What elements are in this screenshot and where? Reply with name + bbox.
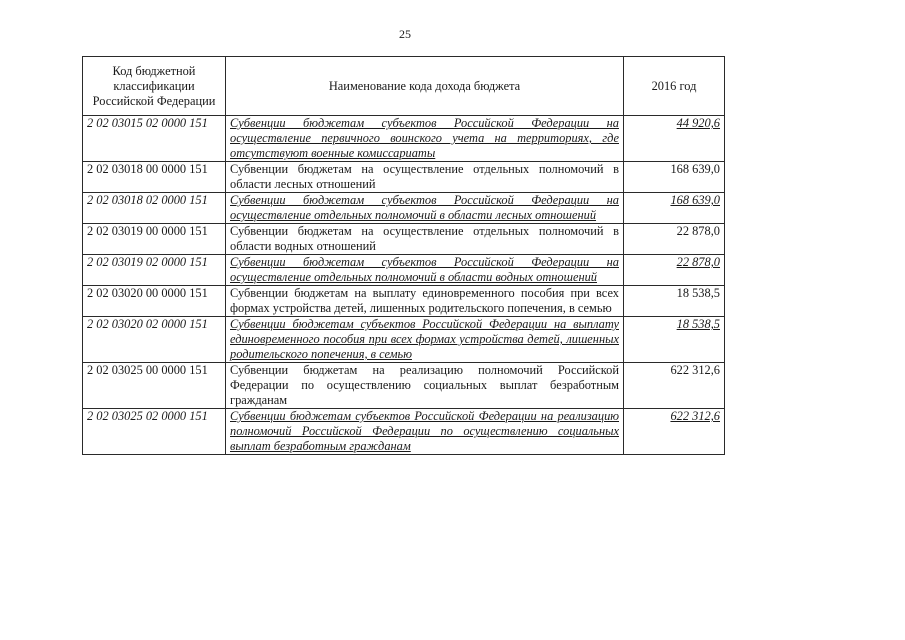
header-name: Наименование кода дохода бюджета	[226, 57, 624, 116]
row-code: 2 02 03019 00 0000 151	[83, 224, 226, 255]
budget-table	[82, 56, 725, 455]
table-row	[83, 317, 725, 363]
row-amount	[624, 409, 725, 455]
row-amount	[624, 193, 725, 224]
row-code: 2 02 03020 02 0000 151	[83, 317, 226, 363]
row-code: 2 02 03025 00 0000 151	[83, 363, 226, 409]
row-amount	[624, 255, 725, 286]
page-number: 25	[399, 27, 411, 41]
row-name	[226, 363, 624, 409]
row-amount	[624, 286, 725, 317]
row-name-text: Субвенции бюджетам субъектов Российской Федерации на осуществление отдельных полномочий в области водных отношений	[230, 255, 619, 284]
table-row	[83, 224, 725, 255]
table-row	[83, 116, 725, 162]
row-name-text: Субвенции бюджетам субъектов Российской Федерации на выплату единовременного пособия при всех формах устройства детей, лишенных родительского попечения, в семью	[230, 317, 619, 361]
row-amount	[624, 317, 725, 363]
row-name-text: Субвенции бюджетам на осуществление отдельных полномочий в области лесных отношений	[230, 162, 619, 191]
row-code: 2 02 03015 02 0000 151	[83, 116, 226, 162]
row-name	[226, 116, 624, 162]
row-code: 2 02 03020 00 0000 151	[83, 286, 226, 317]
row-name	[226, 193, 624, 224]
row-amount-text: 44 920,6	[676, 116, 720, 130]
table-row	[83, 286, 725, 317]
row-amount-text: 18 538,5	[676, 317, 720, 331]
row-name	[226, 255, 624, 286]
row-code: 2 02 03018 02 0000 151	[83, 193, 226, 224]
table-row	[83, 255, 725, 286]
row-code: 2 02 03025 02 0000 151	[83, 409, 226, 455]
row-amount	[624, 224, 725, 255]
row-name-text: Субвенции бюджетам на осуществление отдельных полномочий в области водных отношений	[230, 224, 619, 253]
table-row	[83, 409, 725, 455]
table-header-row	[83, 57, 725, 116]
row-amount-text: 22 878,0	[676, 224, 720, 238]
row-amount-text: 22 878,0	[676, 255, 720, 269]
row-name-text: Субвенции бюджетам на реализацию полномочий Российской Федерации по осуществлению социальных выплат безработным гражданам	[230, 363, 619, 407]
row-code: 2 02 03019 02 0000 151	[83, 255, 226, 286]
row-amount-text: 622 312,6	[670, 363, 720, 377]
table-row	[83, 193, 725, 224]
row-amount	[624, 363, 725, 409]
row-amount	[624, 162, 725, 193]
row-name-text: Субвенции бюджетам на выплату единовременного пособия при всех формах устройства детей, лишенных родительского попечения, в семью	[230, 286, 619, 315]
row-name	[226, 224, 624, 255]
row-name	[226, 286, 624, 317]
row-name-text: Субвенции бюджетам субъектов Российской Федерации на реализацию полномочий Российской Федерации по осуществлению социальных выплат безработным гражданам	[230, 409, 619, 453]
row-amount-text: 622 312,6	[670, 409, 720, 423]
row-amount-text: 168 639,0	[670, 162, 720, 176]
row-name	[226, 162, 624, 193]
row-name	[226, 317, 624, 363]
table-row	[83, 162, 725, 193]
row-code: 2 02 03018 00 0000 151	[83, 162, 226, 193]
row-amount-text: 18 538,5	[676, 286, 720, 300]
table-row	[83, 363, 725, 409]
header-year: 2016 год	[624, 57, 725, 116]
row-amount-text: 168 639,0	[670, 193, 720, 207]
row-name-text: Субвенции бюджетам субъектов Российской Федерации на осуществление отдельных полномочий в области лесных отношений	[230, 193, 619, 222]
row-amount	[624, 116, 725, 162]
row-name-text: Субвенции бюджетам субъектов Российской Федерации на осуществление первичного воинского учета на территориях, где отсутствуют военные комиссариаты	[230, 116, 619, 160]
header-code: Код бюджетной классификации Российской Федерации	[83, 57, 226, 116]
row-name	[226, 409, 624, 455]
